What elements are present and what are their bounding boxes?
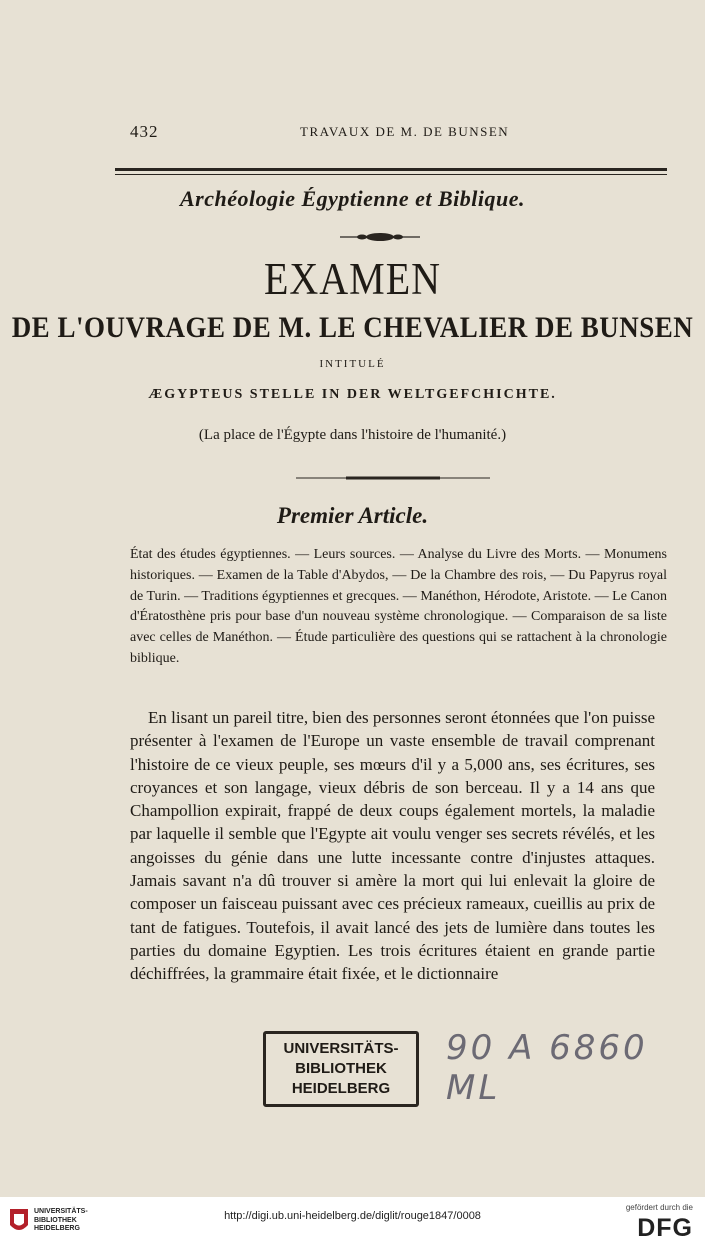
header-rule	[115, 168, 667, 171]
running-title: TRAVAUX DE M. DE BUNSEN	[300, 124, 510, 139]
german-title: ÆGYPTEUS STELLE IN DER WELTGEFCHICHTE.	[148, 387, 557, 402]
stamp-line-2: BIBLIOTHEK	[295, 1060, 387, 1077]
library-name: UNIVERSITÄTS- BIBLIOTHEK HEIDELBERG	[34, 1208, 88, 1232]
article-summary: État des études égyptiennes. — Leurs sources. — Analyse du Livre des Morts. — Monumens historiques. — Examen de la Table d'Abydos, — De la Chambre des rois, — Du Papyrus royal de Turin. — Traditions égyptiennes et grecques. — Manéthon, Hérodote, Aristote. — Le Canon d'Ératosthène pris pour base d'un nouveau système chronologique. — Comparaison de sa liste avec celles de Manéthon. — Étude particulière des questions qui se rattachent à la chronologie biblique.	[130, 547, 667, 666]
viewer-footer	[0, 1197, 705, 1248]
article-heading: Premier Article.	[276, 503, 429, 528]
header-rule-thin	[115, 174, 667, 175]
body-text: En lisant un pareil titre, bien des personnes seront étonnées que l'on puisse présenter à l'examen de l'Europe un vaste ensemble de travail comprenant l'histoire de ce vieux peuple, ses mœurs d'il y a 5,000 ans, ses écritures, ses croyances et son langage, vieux débris de son berceau. Il y a 14 ans que Champollion expirait, frappé de deux coups également mortels, la maladie par laquelle il semble que l'Egypte ait voulu venger ses secrets révélés, et les angoisses du génie dans une lutte incessante contre d'injustes attaques. Jamais savant n'a dû trouver si amère la mort qui lui enlevait la gloire de composer un faisceau puissant avec ces précieux rameaux, cueillis au prix de tant de fatigues. Toutefois, il avait lancé des jets de lumière dans toutes les parties du domaine Egyptien. Les trois écritures étaient en grande partie déchiffrées, la grammaire était fixée, et le dictionnaire	[130, 708, 655, 984]
page-number: 432	[130, 122, 159, 141]
series-title: Archéologie Égyptienne et Biblique.	[179, 186, 526, 211]
library-stamp	[263, 1031, 419, 1107]
funding-note: gefördert durch die	[625, 1203, 693, 1212]
shelfmark: 90 A 6860 ML	[446, 1028, 648, 1108]
dfg-logo: DFG	[637, 1214, 693, 1242]
stamp-line-1: UNIVERSITÄTS-	[283, 1040, 399, 1057]
section-separator	[296, 474, 490, 482]
main-title: EXAMEN	[263, 252, 442, 305]
ornament-divider	[340, 230, 420, 244]
intitule-label: INTITULÉ	[319, 358, 386, 370]
permalink-url[interactable]: http://digi.ub.uni-heidelberg.de/diglit/rouge1847/0008	[224, 1210, 481, 1222]
stamp-line-3: HEIDELBERG	[291, 1080, 391, 1097]
title-translation: (La place de l'Égypte dans l'histoire de l'humanité.)	[198, 427, 507, 443]
title-line-2: DE L'OUVRAGE DE M. LE CHEVALIER DE BUNSEN	[11, 310, 694, 344]
